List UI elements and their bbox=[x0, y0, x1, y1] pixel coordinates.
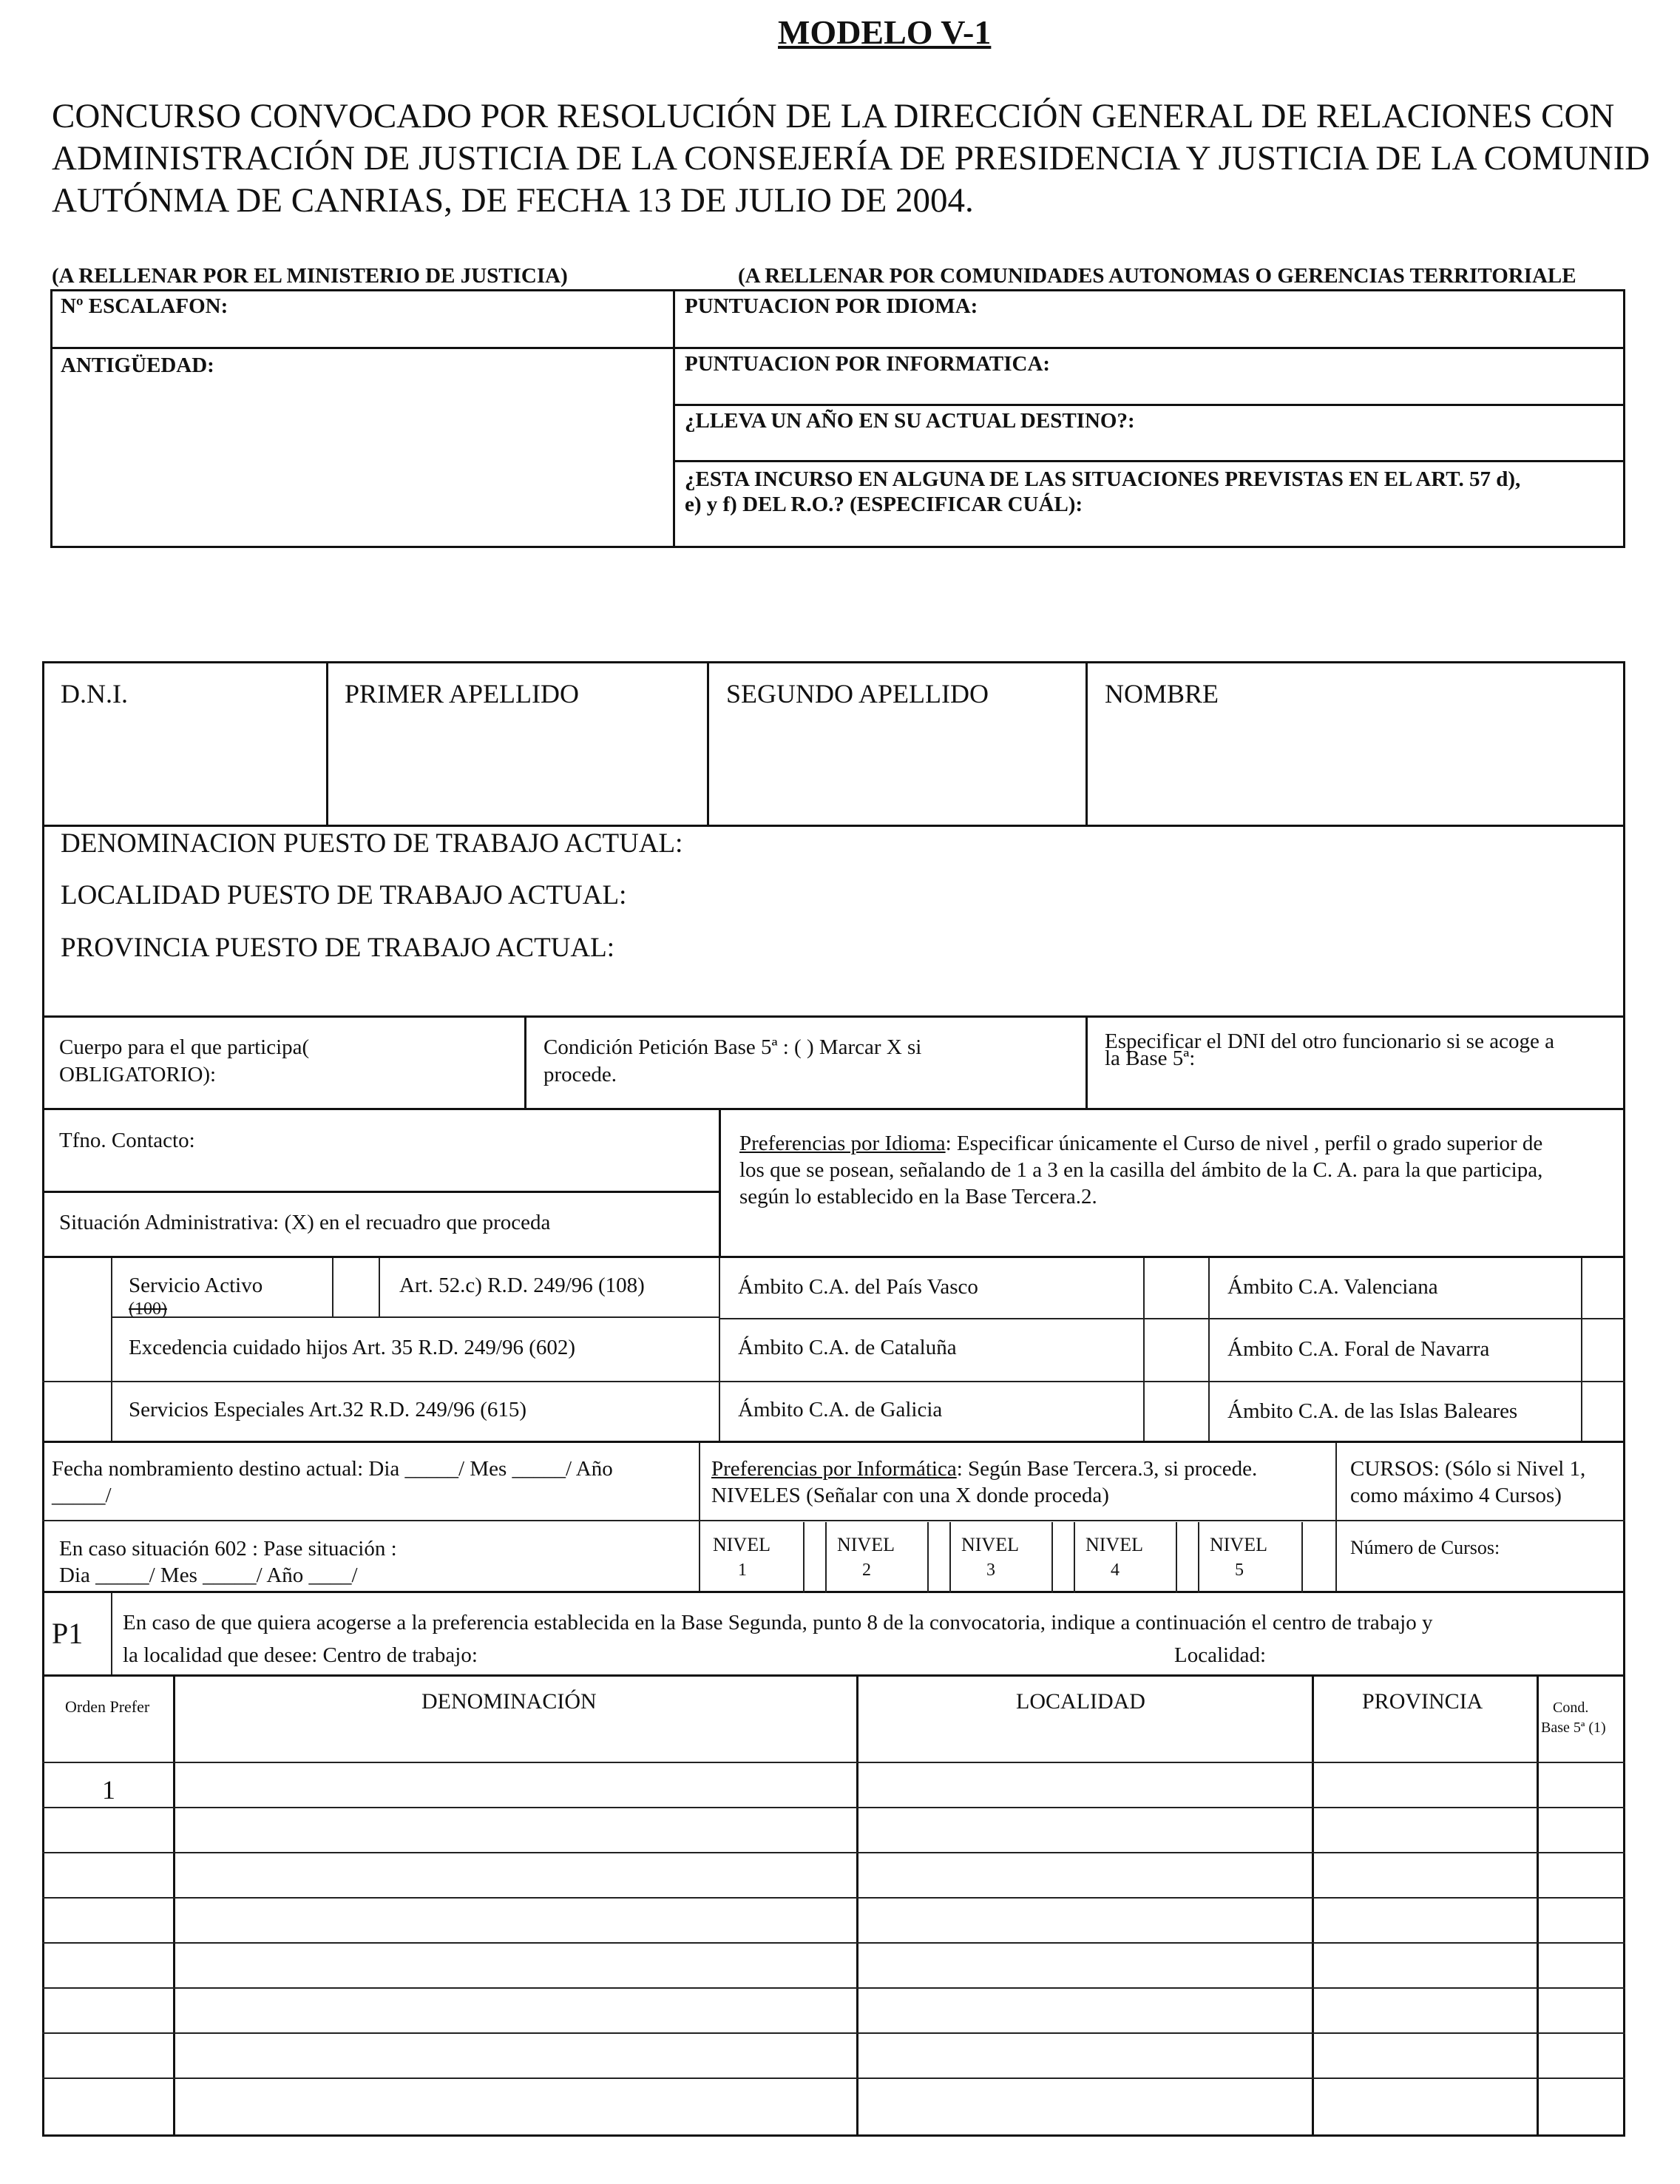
header-denominacion: DENOMINACIÓN bbox=[421, 1689, 597, 1714]
p1-text-1: En caso de que quiera acogerse a la preferencia establecida en la Base Segunda, punto 8 de la convocatoria, indique a continuación el centro de trabajo y bbox=[123, 1611, 1433, 1634]
localidad-puesto-label: LOCALIDAD PUESTO DE TRABAJO ACTUAL: bbox=[61, 880, 627, 910]
heading-line-1: CONCURSO CONVOCADO POR RESOLUCIÓN DE LA DIRECCIÓN GENERAL DE RELACIONES CON bbox=[52, 97, 1615, 135]
p1-code: P1 bbox=[52, 1617, 84, 1650]
header-cond-1: Cond. bbox=[1553, 1700, 1589, 1716]
nivel-3-label: NIVEL bbox=[961, 1534, 1019, 1555]
table-row-2[interactable] bbox=[44, 1808, 1622, 1851]
nivel-4-number: 4 bbox=[1111, 1561, 1120, 1580]
incurso-question-1: ¿ESTA INCURSO EN ALGUNA DE LAS SITUACIONES PREVISTAS EN EL ART. 57 d), bbox=[685, 467, 1521, 491]
table-row-1[interactable] bbox=[175, 1763, 1622, 1806]
ambito-pais-vasco: Ámbito C.A. del País Vasco bbox=[738, 1275, 978, 1299]
nivel-2-label: NIVEL bbox=[837, 1534, 895, 1555]
informatica-score-label: PUNTUACION POR INFORMATICA: bbox=[685, 352, 1051, 376]
nivel-2-number: 2 bbox=[862, 1561, 871, 1580]
table-row-3[interactable] bbox=[44, 1853, 1622, 1896]
dni-label: D.N.I. bbox=[61, 679, 128, 709]
nivel-5-label: NIVEL bbox=[1210, 1534, 1267, 1555]
fecha-nombramiento-label-2: _____/ bbox=[52, 1484, 112, 1507]
ambito-baleares: Ámbito C.A. de las Islas Baleares bbox=[1227, 1399, 1518, 1423]
excedencia-label: Excedencia cuidado hijos Art. 35 R.D. 249/96 (602) bbox=[129, 1336, 576, 1359]
preferencias-informatica-title: Preferencias por Informática bbox=[711, 1457, 957, 1481]
nivel-5-number: 5 bbox=[1235, 1561, 1244, 1580]
nivel-1-number: 1 bbox=[738, 1561, 747, 1580]
caso-602-label-1: En caso situación 602 : Pase situación : bbox=[59, 1537, 397, 1561]
table-row-4[interactable] bbox=[44, 1899, 1622, 1941]
nivel-5-checkbox[interactable] bbox=[1303, 1524, 1335, 1590]
art52-label: Art. 52.c) R.D. 249/96 (108) bbox=[399, 1274, 645, 1297]
header-provincia: PROVINCIA bbox=[1362, 1689, 1483, 1714]
ministry-caption: (A RELLENAR POR EL MINISTERIO DE JUSTICIA) bbox=[52, 264, 568, 288]
provincia-puesto-label: PROVINCIA PUESTO DE TRABAJO ACTUAL: bbox=[61, 933, 614, 963]
nivel-1-label: NIVEL bbox=[713, 1534, 770, 1555]
nivel-1-checkbox[interactable] bbox=[805, 1524, 824, 1590]
table-row-8[interactable] bbox=[44, 2079, 1622, 2132]
destino-question: ¿LLEVA UN AÑO EN SU ACTUAL DESTINO?: bbox=[685, 409, 1135, 433]
header-cond-2: Base 5ª (1) bbox=[1541, 1720, 1606, 1736]
preferencias-idioma-text-3: según lo establecido en la Base Tercera.2. bbox=[739, 1185, 1097, 1208]
servicio-activo-label-2: (100) bbox=[129, 1299, 167, 1319]
communities-caption: (A RELLENAR POR COMUNIDADES AUTONOMAS O GERENCIAS TERRITORIALE bbox=[738, 264, 1576, 288]
cursos-label-2: como máximo 4 Cursos) bbox=[1350, 1484, 1562, 1507]
antiguedad-label: ANTIGÜEDAD: bbox=[61, 354, 214, 377]
numero-cursos-label: Número de Cursos: bbox=[1350, 1537, 1500, 1558]
table-row-5[interactable] bbox=[44, 1944, 1622, 1987]
preferencias-informatica-desc: : Según Base Tercera.3, si procede. bbox=[956, 1457, 1258, 1481]
nivel-3-number: 3 bbox=[986, 1561, 995, 1580]
table-row-1-orden: 1 bbox=[102, 1775, 115, 1805]
p1-text-2: la localidad que desee: Centro de trabajo: bbox=[123, 1643, 478, 1667]
preferencias-idioma-title: Preferencias por Idioma bbox=[739, 1132, 946, 1155]
especificar-dni-label-2: la Base 5ª: bbox=[1105, 1047, 1196, 1070]
nivel-3-checkbox[interactable] bbox=[1053, 1524, 1073, 1590]
preferencias-informatica-text-2: NIVELES (Señalar con una X donde proceda) bbox=[711, 1484, 1109, 1507]
preferencias-informatica-text-1 bbox=[711, 1457, 1257, 1481]
especificar-dni-label-1: Especificar el DNI del otro funcionario si se acoge a bbox=[1105, 1030, 1554, 1053]
form-title: MODELO V-1 bbox=[778, 13, 992, 51]
ambito-valenciana: Ámbito C.A. Valenciana bbox=[1227, 1275, 1438, 1299]
ambito-galicia: Ámbito C.A. de Galicia bbox=[738, 1398, 943, 1421]
escalafon-label: Nº ESCALAFON: bbox=[61, 294, 228, 318]
preferencias-idioma-text-1 bbox=[739, 1132, 1542, 1156]
incurso-question-2: e) y f) DEL R.O.? (ESPECIFICAR CUÁL): bbox=[685, 493, 1083, 516]
servicio-activo-label-1: Servicio Activo bbox=[129, 1274, 263, 1297]
table-row-7[interactable] bbox=[44, 2034, 1622, 2077]
denominacion-puesto-label: DENOMINACION PUESTO DE TRABAJO ACTUAL: bbox=[61, 828, 683, 859]
cuerpo-label-1: Cuerpo para el que participa( bbox=[59, 1035, 310, 1059]
ambito-navarra: Ámbito C.A. Foral de Navarra bbox=[1227, 1337, 1490, 1361]
condicion-label-1: Condición Petición Base 5ª : ( ) Marcar X si bbox=[543, 1035, 922, 1059]
nivel-2-checkbox[interactable] bbox=[929, 1524, 949, 1590]
heading-line-3: AUTÓNMA DE CANRIAS, DE FECHA 13 DE JULIO DE 2004. bbox=[52, 181, 974, 220]
p1-localidad-label: Localidad: bbox=[1174, 1643, 1267, 1667]
cuerpo-label-2: OBLIGATORIO): bbox=[59, 1063, 217, 1086]
nombre-label: NOMBRE bbox=[1105, 679, 1219, 709]
situacion-administrativa-label: Situación Administrativa: (X) en el recuadro que proceda bbox=[59, 1211, 551, 1234]
heading-line-2: ADMINISTRACIÓN DE JUSTICIA DE LA CONSEJERÍA DE PRESIDENCIA Y JUSTICIA DE LA COMUNID bbox=[52, 139, 1650, 178]
header-orden: Orden Prefer bbox=[65, 1697, 150, 1716]
servicios-especiales-label: Servicios Especiales Art.32 R.D. 249/96 (615) bbox=[129, 1398, 527, 1421]
ambito-cataluna: Ámbito C.A. de Cataluña bbox=[738, 1336, 957, 1359]
telefono-contacto-label: Tfno. Contacto: bbox=[59, 1129, 195, 1152]
caso-602-label-2: Dia _____/ Mes _____/ Año ____/ bbox=[59, 1563, 358, 1587]
segundo-apellido-label: SEGUNDO APELLIDO bbox=[726, 679, 989, 709]
preferencias-idioma-desc: : Especificar únicamente el Curso de nivel , perfil o grado superior de bbox=[945, 1132, 1543, 1155]
fecha-nombramiento-label-1: Fecha nombramiento destino actual: Dia _____/ Mes _____/ Año bbox=[52, 1457, 613, 1481]
cursos-label-1: CURSOS: (Sólo si Nivel 1, bbox=[1350, 1457, 1586, 1481]
header-localidad: LOCALIDAD bbox=[1016, 1689, 1145, 1714]
condicion-label-2: procede. bbox=[543, 1063, 617, 1086]
nivel-4-checkbox[interactable] bbox=[1177, 1524, 1197, 1590]
primer-apellido-label: PRIMER APELLIDO bbox=[345, 679, 580, 709]
preferencias-idioma-text-2: los que se posean, señalando de 1 a 3 en la casilla del ámbito de la C. A. para la que participa, bbox=[739, 1158, 1543, 1182]
table-row-6[interactable] bbox=[44, 1989, 1622, 2032]
idioma-score-label: PUNTUACION POR IDIOMA: bbox=[685, 294, 978, 318]
nivel-4-label: NIVEL bbox=[1085, 1534, 1143, 1555]
